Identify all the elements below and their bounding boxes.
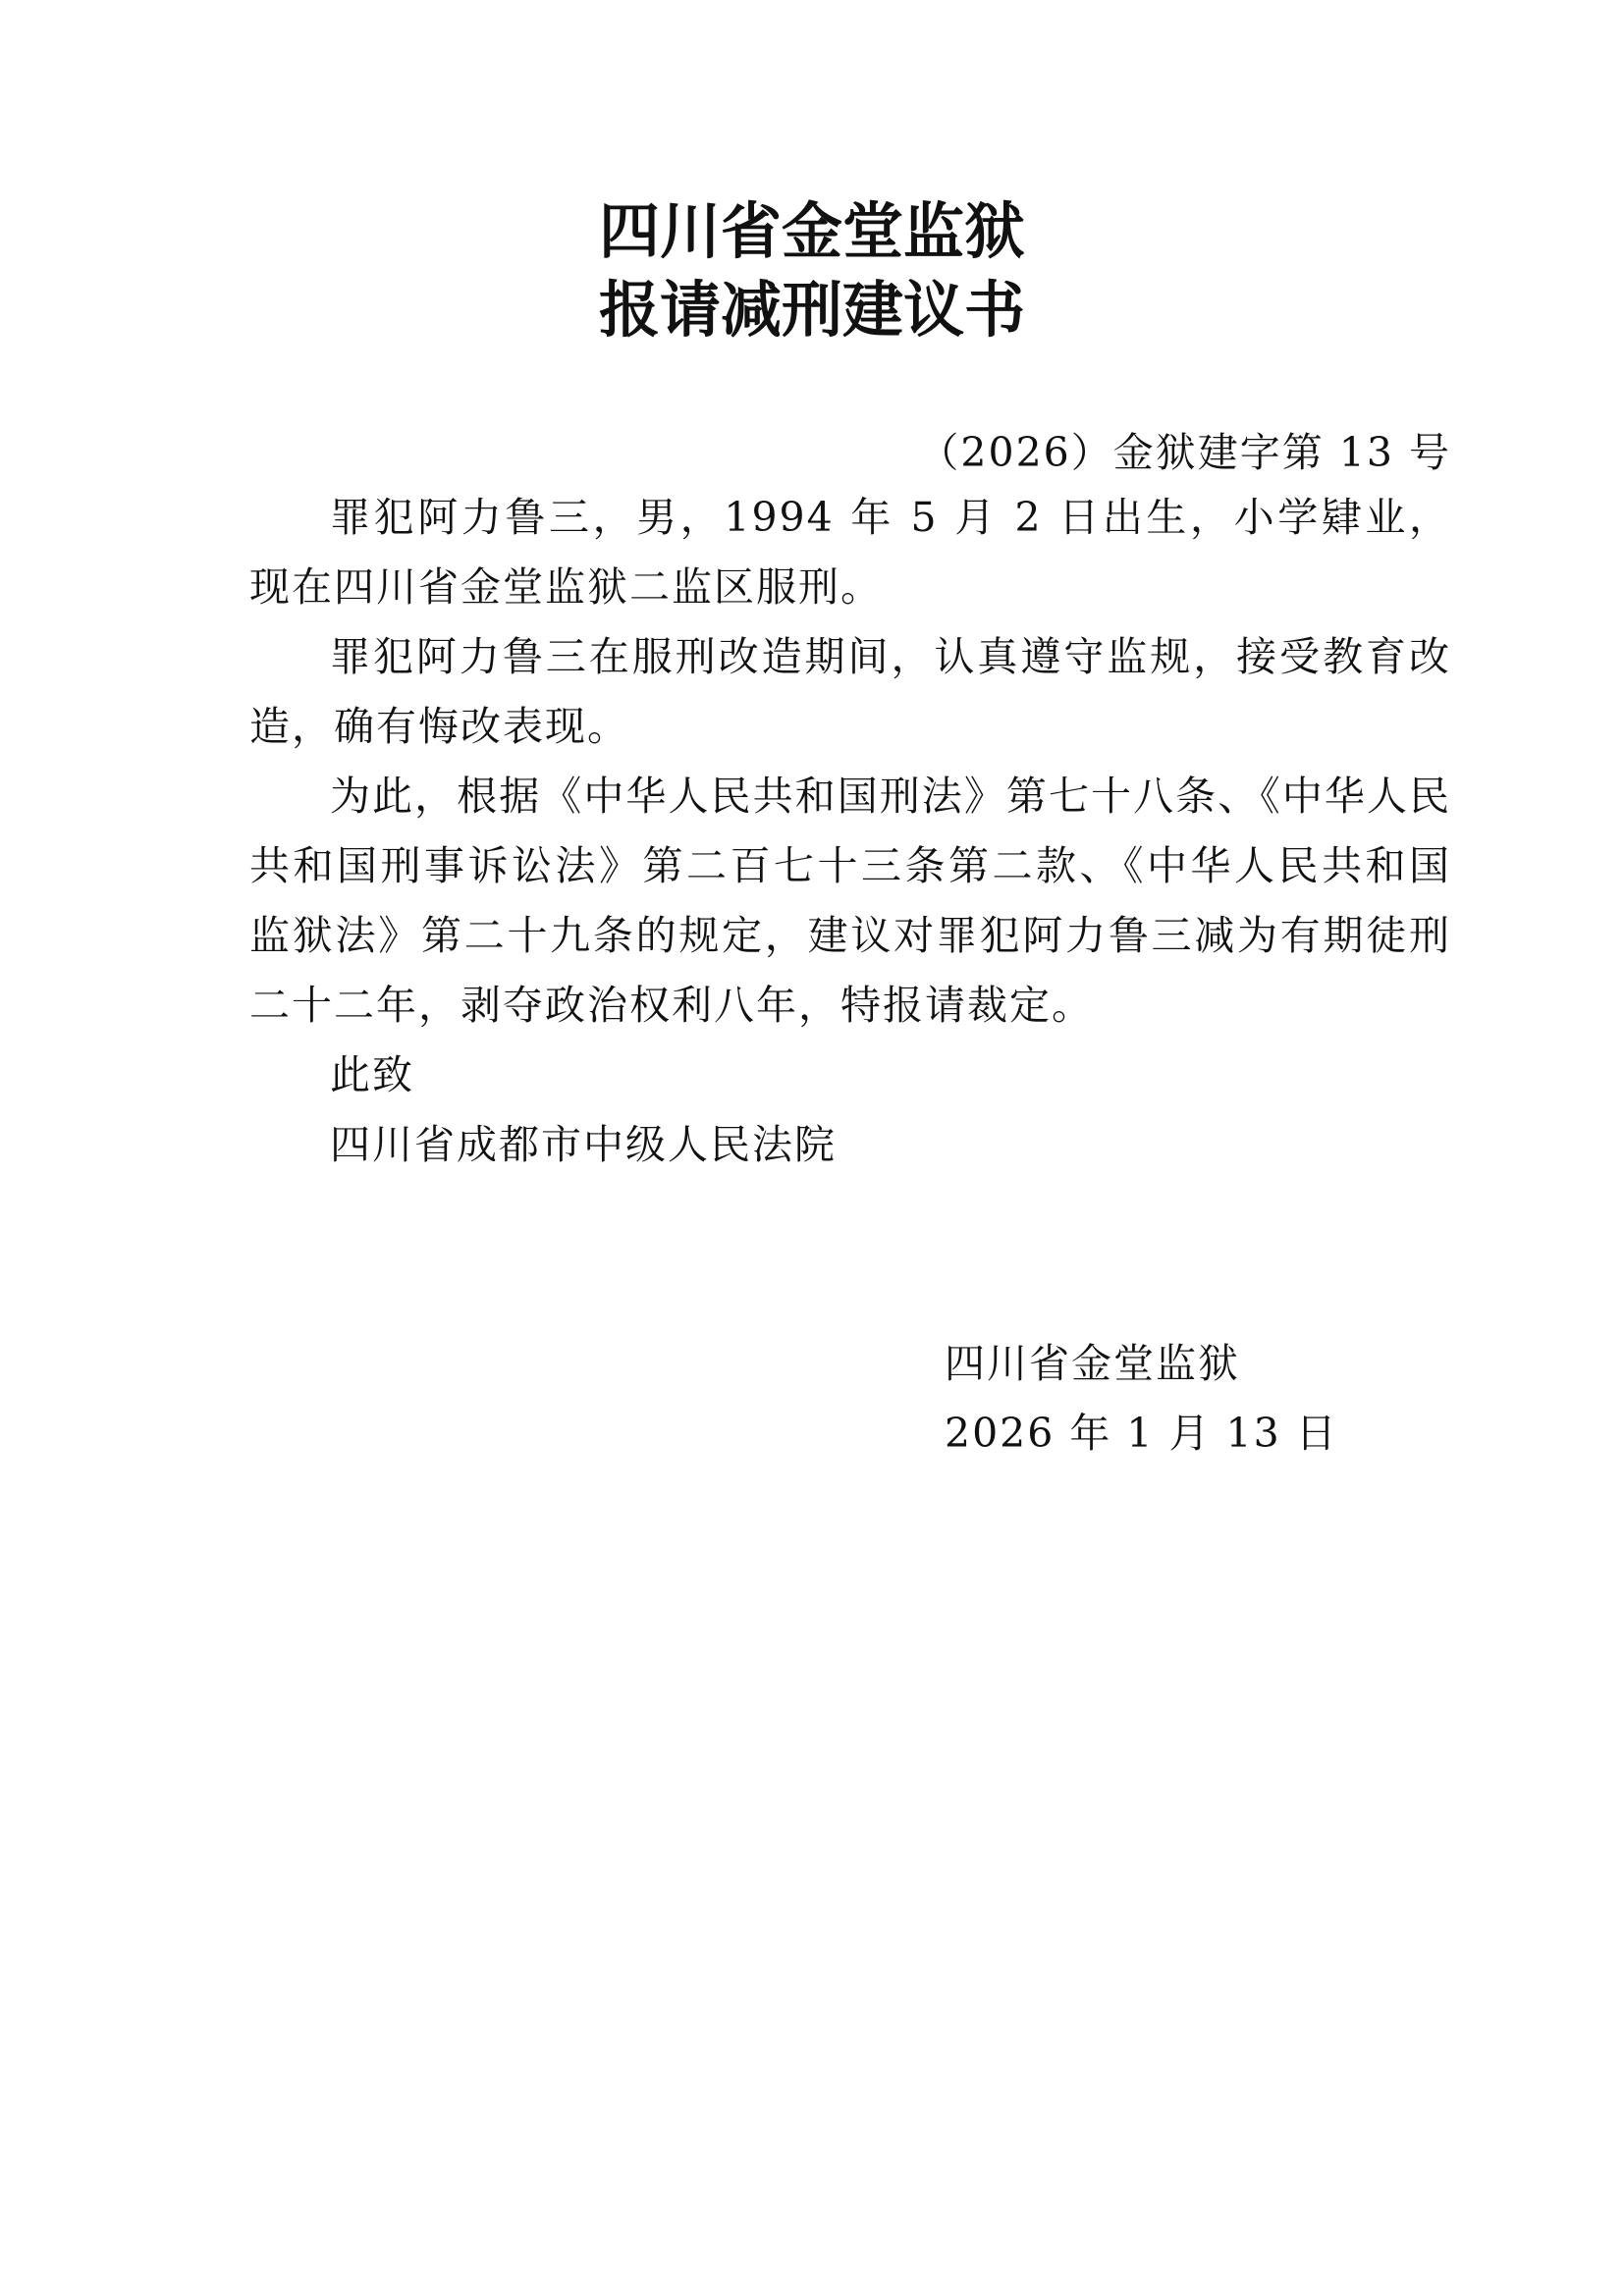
title-line-2: 报请减刑建议书 xyxy=(598,274,1025,346)
addressee: 四川省成都市中级人民法院 xyxy=(330,1121,837,1168)
signature-org: 四川省金堂监狱 xyxy=(945,1340,1240,1387)
signature-block xyxy=(945,1329,1338,1468)
document-number: （2026）金狱建字第 13 号 xyxy=(918,429,1451,476)
signature-date: 2026 年 1 月 13 日 xyxy=(945,1410,1338,1457)
document-title xyxy=(0,192,1624,349)
paragraph-legal-basis: 为此，根据《中华人民共和国刑法》第七十八条、《中华人民共和国刑事诉讼法》第二百七十三条第二款、《中华人民共和国监狱法》第二十九条的规定，建议对罪犯阿力鲁三减为有期徒刑二十二年，剥夺政治权利八年，特报请裁定。 xyxy=(249,773,1451,1029)
salutation: 此致 xyxy=(330,1051,414,1098)
paragraph-inmate-info: 罪犯阿力鲁三，男，1994 年 5 月 2 日出生，小学肄业，现在四川省金堂监狱二监区服刑。 xyxy=(249,494,1451,611)
title-line-1: 四川省金堂监狱 xyxy=(598,195,1025,267)
paragraph-behavior: 罪犯阿力鲁三在服刑改造期间，认真遵守监规，接受教育改造，确有悔改表现。 xyxy=(249,633,1451,750)
document-body xyxy=(249,483,1451,1180)
